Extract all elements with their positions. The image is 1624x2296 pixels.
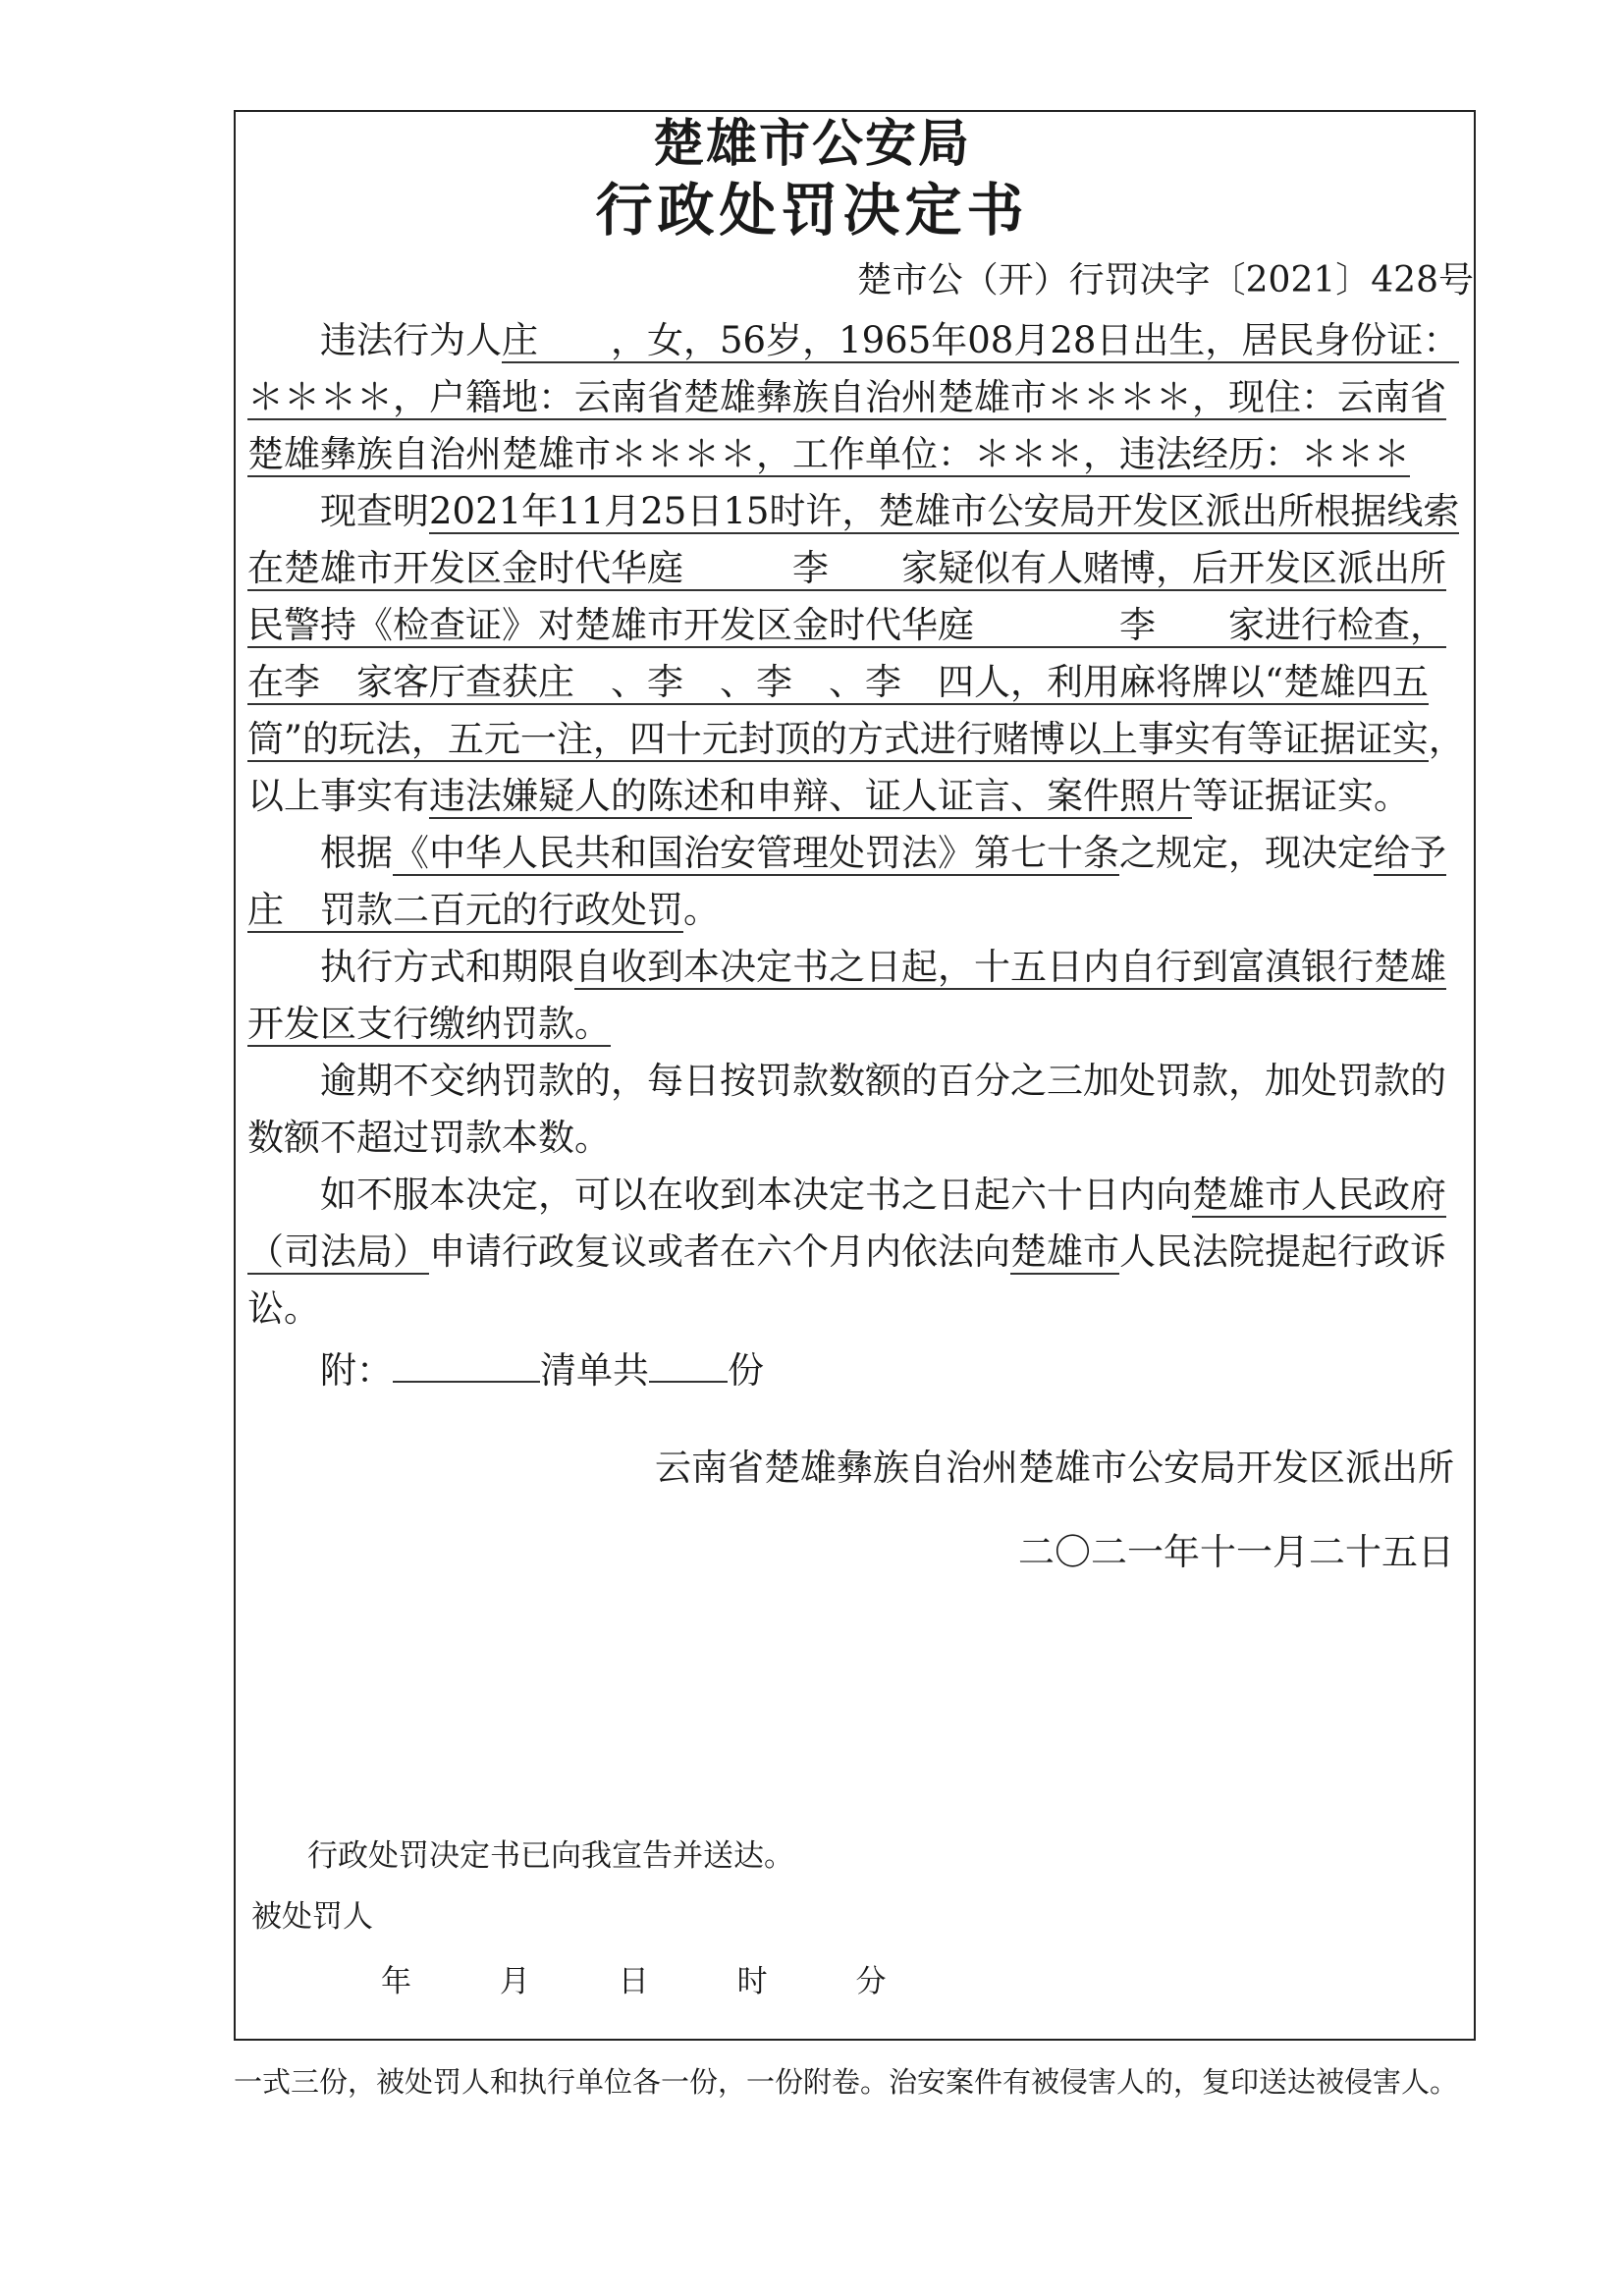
- offender-name: 庄: [502, 319, 611, 363]
- issuing-authority: 云南省楚雄彝族自治州楚雄市公安局开发区派出所: [655, 1447, 1454, 1489]
- legal-basis: 《中华人民共和国治安管理处罚法》第七十条: [393, 832, 1119, 874]
- day-field: 日: [618, 1964, 649, 1999]
- minute-field: 分: [855, 1964, 887, 1999]
- footnote: 一式三份，被处罚人和执行单位各一份，一份附卷。治安案件有被侵害人的，复印送达被侵害人。: [234, 2065, 1459, 2099]
- facts-text: 2021年11月25日15时许，楚雄市公安局开发区派出所根据线索在楚雄市开发区金时代华庭 李 家疑似有人赌博，后开发区派出所民警持《检查证》对楚雄市开发区金时代华庭 李 家进行检查，在李 家客厅查获庄 、李 、李 、李 四人，利用麻将牌以“楚雄四五筒”的玩法，五元一注，四十元封顶的方式进行赌博以上事实有等证据证实: [247, 490, 1460, 760]
- count-blank: [649, 1338, 728, 1383]
- facts-paragraph: 现查明2021年11月25日15时许，楚雄市公安局开发区派出所根据线索在楚雄市开发区金时代华庭 李 家疑似有人赌博，后开发区派出所民警持《检查证》对楚雄市开发区金时代华庭 李 家进行检查，在李 家客厅查获庄 、李 、李 、李 四人，利用麻将牌以“楚雄四五筒”的玩法，五元一注，四十元封顶的方式进行赌博以上事实有等证据证实，以上事实有违法嫌疑人的陈述和申辩、证人证言、案件照片等证据证实。: [247, 490, 1465, 817]
- overdue-paragraph: 逾期不交纳罚款的，每日按罚款数额的百分之三加处罚款，加处罚款的数额不超过罚款本数。: [247, 1060, 1446, 1159]
- receipt-date-fields: [381, 1960, 925, 2003]
- issue-date: 二〇二一年十一月二十五日: [1018, 1531, 1454, 1573]
- offender-info: ，女，56岁，1965年08月28日出生，居民身份证：＊＊＊＊，: [247, 319, 1460, 418]
- agency-title: 楚雄市公安局: [652, 114, 971, 174]
- review-authority: 楚雄市人民政府（司法局）: [247, 1174, 1446, 1273]
- document-title: 行政处罚决定书: [595, 177, 1029, 244]
- punished-person-label: 被处罚人: [251, 1899, 373, 1935]
- document-body: [247, 312, 1465, 1399]
- offender-label: 违法行为人: [320, 319, 502, 361]
- month-field: 月: [499, 1964, 530, 1999]
- offender-address: 户籍地：云南省楚雄彝族自治州楚雄市＊＊＊＊，现住：云南省楚雄彝族自治州楚雄市＊＊＊＊，工作单位：＊＊＊，违法经历：＊＊＊: [247, 376, 1446, 475]
- decision-paragraph: 根据《中华人民共和国治安管理处罚法》第七十条之规定，现决定给予庄 罚款二百元的行政处罚。: [247, 832, 1446, 931]
- court: 楚雄市: [1010, 1230, 1119, 1273]
- appeal-paragraph: 如不服本决定，可以在收到本决定书之日起六十日内向楚雄市人民政府（司法局）申请行政复议或者在六个月内依法向楚雄市人民法院提起行政诉讼。: [247, 1174, 1446, 1330]
- evidence-list: 违法嫌疑人的陈述和申辩、证人证言、案件照片: [429, 775, 1192, 817]
- offender-paragraph: [247, 312, 1465, 483]
- execution-method: 自收到本决定书之日起，十五日内自行到富滇银行楚雄开发区支行缴纳罚款。: [247, 946, 1446, 1045]
- receipt-statement: 行政处罚决定书已向我宣告并送达。: [307, 1838, 794, 1874]
- penalty: 给予庄 罚款二百元的行政处罚: [247, 832, 1446, 931]
- attachment-line: 附： 清单共 份: [247, 1338, 1465, 1399]
- facts-label: 现查明: [320, 490, 429, 532]
- hour-field: 时: [736, 1964, 768, 1999]
- year-field: 年: [381, 1964, 411, 1999]
- execution-paragraph: 执行方式和期限自收到本决定书之日起，十五日内自行到富滇银行楚雄开发区支行缴纳罚款。: [247, 946, 1446, 1045]
- attachment-blank: [393, 1338, 540, 1383]
- document-number: 楚市公（开）行罚决字〔2021〕428号: [856, 260, 1474, 301]
